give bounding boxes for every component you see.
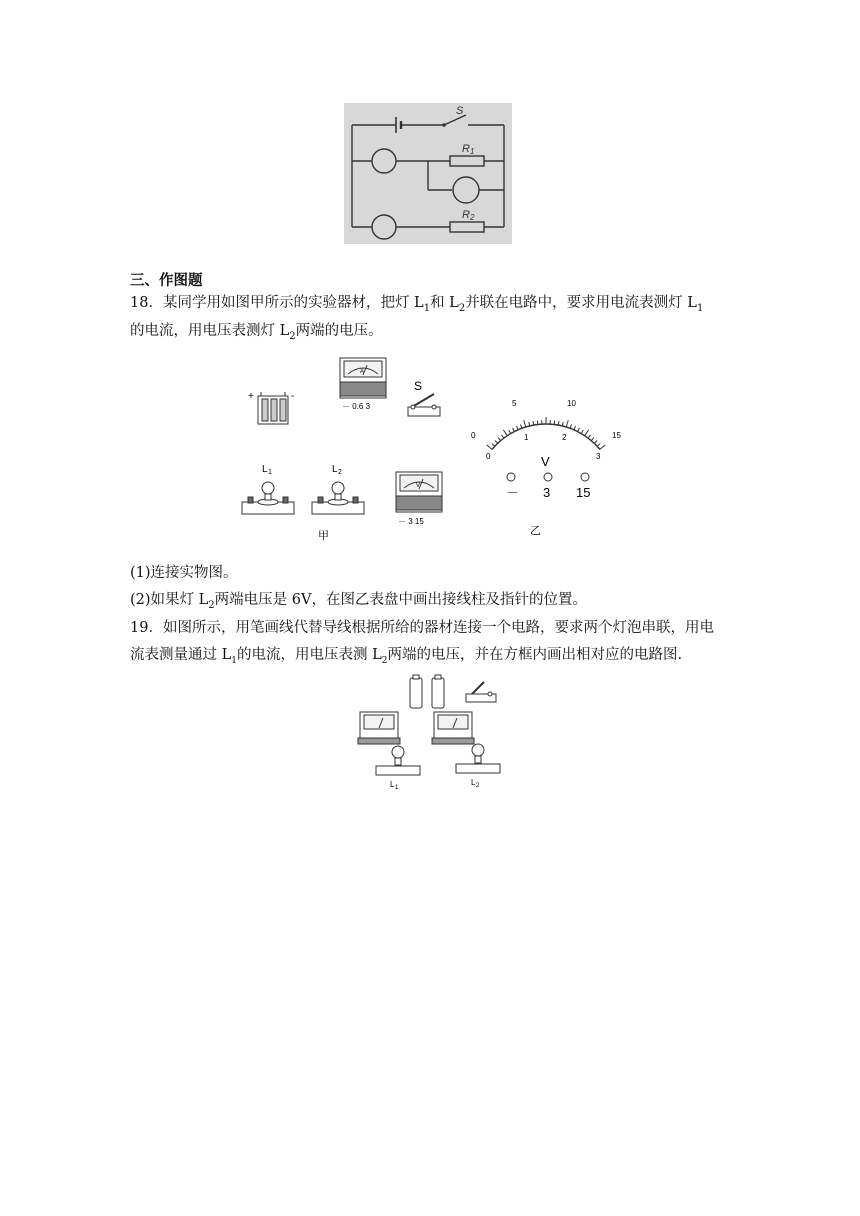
dial-tick <box>600 445 605 449</box>
q19-text: 两端的电压，并在方框内画出相对应的电路图. <box>387 647 683 663</box>
circuit-diagram-figure <box>344 103 512 244</box>
outer-tick-0: 0 <box>471 431 476 440</box>
dial-unit: V <box>541 454 550 469</box>
dial-tick <box>581 430 583 433</box>
subscript: 2 <box>458 302 466 314</box>
lamp-l1-icon <box>376 746 420 775</box>
switch-label: S <box>414 379 423 393</box>
subscript: 2 <box>208 599 215 611</box>
q19-line-1: 19．如图所示，用笔画线代替导线根据所给的器材连接一个电路，要求两个灯泡串联，用电 <box>130 620 714 636</box>
terminal-negative <box>507 473 515 481</box>
section-heading: 三、作图题 <box>130 273 203 289</box>
battery-plus-label: + <box>248 391 254 402</box>
terminal-3 <box>544 473 552 481</box>
terminal-label-15: 15 <box>576 485 591 500</box>
lamp-l2-icon <box>312 482 364 514</box>
battery-cell-icon <box>410 675 444 708</box>
q18-sub2-text: (2)如果灯 L <box>130 592 209 608</box>
q18-text: 18．某同学用如图甲所示的实验器材，把灯 L <box>130 295 424 311</box>
figure-q19 <box>354 674 506 796</box>
inner-tick-2: 2 <box>562 433 567 442</box>
lamp-l2-label: L <box>471 778 476 787</box>
dial-tick <box>498 438 501 441</box>
q18-text: 并联在电路中，要求用电流表测灯 L <box>465 295 697 311</box>
voltmeter-icon <box>396 472 442 512</box>
circuit-diagram <box>344 103 512 244</box>
figure-jia <box>236 352 456 542</box>
subscript: 1 <box>696 302 704 314</box>
terminal-label-3: 3 <box>543 485 551 500</box>
dial-tick <box>509 430 511 433</box>
terminal-label-negative: － <box>506 485 520 500</box>
q19-line-2 <box>130 644 682 672</box>
dial-tick <box>594 440 597 443</box>
q18-line-2 <box>130 320 383 348</box>
dial-tick <box>566 420 568 427</box>
dial-tick <box>533 421 534 425</box>
q18-line-1 <box>130 292 703 320</box>
dial-tick <box>487 445 492 449</box>
figure-jia-caption: 甲 <box>318 530 329 542</box>
inner-tick-0: 0 <box>486 452 491 461</box>
dial-tick <box>503 430 507 436</box>
q19-text: 流表测量通过 L <box>130 647 232 663</box>
dial-tick <box>513 428 515 432</box>
dial-tick <box>570 425 571 429</box>
ammeter-terminals: － 0.6 3 <box>342 402 371 411</box>
lamp-l1-label: L <box>262 464 268 475</box>
outer-tick-5: 5 <box>512 399 517 408</box>
dial-tick <box>562 422 563 426</box>
r2-label: R <box>462 209 470 221</box>
dial-tick <box>585 430 589 436</box>
ammeter-icon <box>340 358 386 398</box>
subscript: 1 <box>423 302 431 314</box>
outer-tick-10: 10 <box>567 399 576 408</box>
q19-text: 的电流，用电压表测 L <box>236 647 382 663</box>
figure-yi <box>464 392 634 542</box>
lamp-l2-subscript: 2 <box>476 783 480 789</box>
battery-icon <box>258 392 288 424</box>
q18-sub1: (1)连接实物图。 <box>130 565 238 581</box>
switch-icon <box>466 682 496 702</box>
dial-tick <box>495 440 498 443</box>
lamp-l1-subscript: 1 <box>268 469 272 476</box>
q18-text: 和 L <box>430 295 459 311</box>
dial-tick <box>524 420 526 427</box>
r1-subscript: 1 <box>470 147 475 156</box>
switch-icon <box>408 394 440 416</box>
lamp-l2-subscript: 2 <box>338 469 342 476</box>
lamp-l1-subscript: 1 <box>395 785 399 791</box>
inner-tick-3: 3 <box>596 452 601 461</box>
dial-tick <box>516 426 518 430</box>
voltmeter-terminals: － 3 15 <box>398 517 424 526</box>
q18-sub2-text: 两端电压是 6V，在图乙表盘中画出接线柱及指针的位置。 <box>214 592 587 608</box>
figure-yi-caption: 乙 <box>530 525 541 537</box>
q18-sub2 <box>130 589 587 617</box>
q18-text: 两端的电压。 <box>295 323 383 339</box>
voltmeter-letter: V <box>416 483 421 489</box>
meter-icon <box>432 712 474 744</box>
dial-tick <box>578 428 580 432</box>
dial-tick <box>558 421 559 425</box>
inner-tick-1: 1 <box>524 433 529 442</box>
lamp-l1-icon <box>242 482 294 514</box>
dial-tick <box>520 425 521 429</box>
dial-tick <box>588 435 590 438</box>
switch-label: S <box>456 105 464 117</box>
dial-tick <box>502 435 504 438</box>
subscript: 1 <box>231 655 237 666</box>
dial-arc <box>492 424 600 449</box>
q18-text: 的电流，用电压表测灯 L <box>130 323 290 339</box>
dial-tick <box>591 438 594 441</box>
outer-tick-15: 15 <box>612 431 621 440</box>
lamp-l1-label: L <box>390 780 395 789</box>
dial-tick <box>597 444 600 447</box>
dial-tick <box>574 426 576 430</box>
subscript: 2 <box>289 330 296 342</box>
subscript: 2 <box>381 655 388 666</box>
battery-minus-label: - <box>291 391 295 402</box>
meter-icon <box>358 712 400 744</box>
ammeter-letter: A <box>360 369 365 375</box>
dial-tick <box>492 444 495 447</box>
lamp-l2-label: L <box>332 464 338 475</box>
terminal-15 <box>581 473 589 481</box>
dial-tick <box>529 422 530 426</box>
r1-label: R <box>462 143 470 155</box>
r2-subscript: 2 <box>470 213 475 222</box>
lamp-l2-icon <box>456 744 500 773</box>
